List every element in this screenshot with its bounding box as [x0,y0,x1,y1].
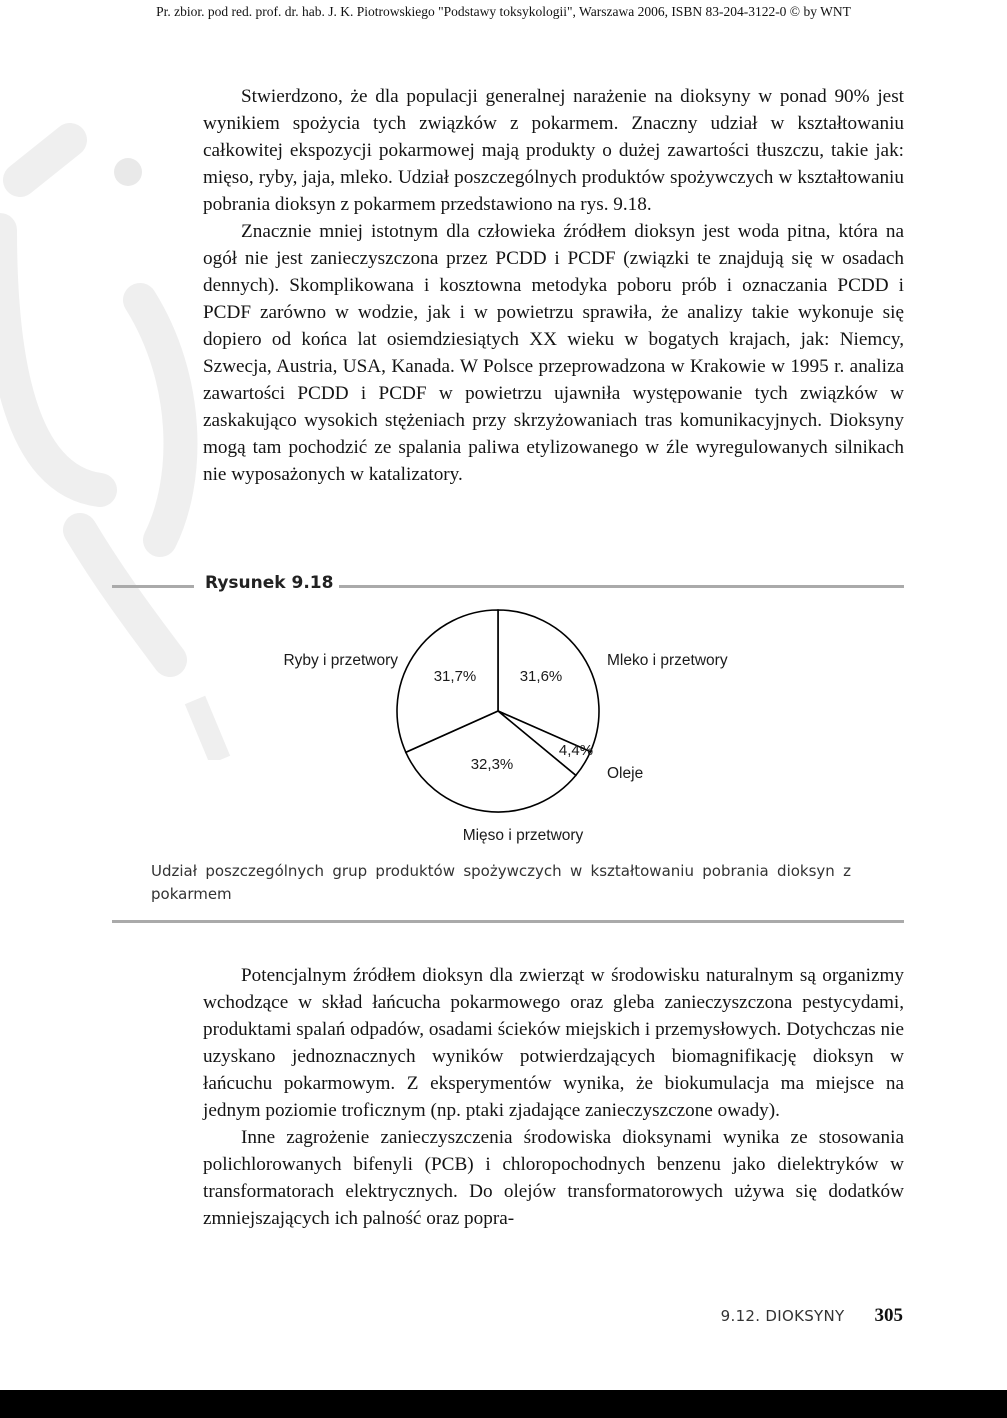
figure-title: Rysunek 9.18 [205,573,334,593]
paragraph: Stwierdzono, że dla populacji generalnej narażenie na dioksyny w ponad 90% jest wynikiem spożycia tych związków z pokarmem. Znaczny udział w kształtowaniu całkowitej ekspozycji pokarmowej mają produkty o dużej zawartości tłuszczu, takie jak: mięso, ryby, jaja, mleko. Udział poszczególnych produktów spożywczych w kształtowaniu pobrania dioksyn z pokarmem przedstawiono na rys. 9.18. [203,86,904,215]
footer-section-title: 9.12. DIOKSYNY [720,1307,845,1325]
pie-chart [0,600,1007,860]
page-header-citation: Pr. zbior. pod red. prof. dr. hab. J. K. Piotrowskiego "Podstawy toksykologii", Warszawa 2006, ISBN 83-204-3122-0 © by WNT [156,4,851,19]
paragraph: Inne zagrożenie zanieczyszczenia środowiska dioksynami wynika ze stosowania polichlorowanych bifenyli (PCB) i chloropochodnych benzenu jako dielektryków w transformatorach elektrycznych. Do olejów transformatorowych używa się dodatków zmniejszających ich palność oraz popra- [203,1127,904,1229]
paragraph: Potencjalnym źródłem dioksyn dla zwierząt w środowisku naturalnym są organizmy wchodzące w skład łańcucha pokarmowego oraz gleba zanieczyszczona pestycydami, produktami spalań odpadów, osadami ścieków miejskich i przemysłowych. Dotychczas nie uzyskano jednoznacznych wyników potwierdzających biomagnifikację dioksyn w łańcuchu pokarmowym. Z eksperymentów wynika, że biokumulacja ma miejsce na jednym poziomie troficznym (np. ptaki zjadające zanieczyszczone owady). [203,965,904,1121]
pie-category-label: Oleje [607,765,644,782]
pie-value-label: 31,7% [433,668,477,685]
pie-value-label: 32,3% [470,756,514,773]
text-block-bottom [203,962,904,1232]
pie-category-label: Mleko i przetwory [607,652,728,669]
page-footer [721,1305,903,1327]
figure-rule-left [112,585,194,588]
paragraph: Znacznie mniej istotnym dla człowieka źródłem dioksyn jest woda pitna, która na ogół nie jest zanieczyszczona przez PCDD i PCDF (związki te znajdują się w osadach dennych). Skomplikowana i kosztowna metodyka poboru prób i oznaczania PCDD i PCDF zarówno w wodzie, jak i w powietrzu sprawiła, że analizy takie wykonuje się dopiero od końca lat osiemdziesiątych XX wieku w bogatych krajach, jak: Niemcy, Szwecja, Austria, USA, Kanada. W Polsce przeprowadzona w Krakowie w 1995 r. analiza zawartości PCDD i PCDF w powietrzu ujawniła występowanie tych związków w zaskakująco wysokich stężeniach przy skrzyżowaniach tras komunikacyjnych. Dioksyny mogą tam pochodzić ze spalania paliwa etylizowanego w źle wyregulowanych silnikach nie wyposażonych w katalizatory. [203,221,904,485]
figure-rule-right [339,585,904,588]
text-block-top [203,83,904,488]
figure-header [112,572,904,598]
pie-category-label: Ryby i przetwory [283,652,398,669]
figure-bottom-rule [112,920,904,923]
pie-category-label: Mięso i przetwory [462,827,584,844]
pie-value-label: 4,4% [558,742,594,759]
figure-caption: Udział poszczególnych grup produktów spożywczych w kształtowaniu pobrania dioksyn z pokarmem [151,862,851,903]
page-number: 305 [874,1305,903,1326]
pie-value-label: 31,6% [519,668,563,685]
